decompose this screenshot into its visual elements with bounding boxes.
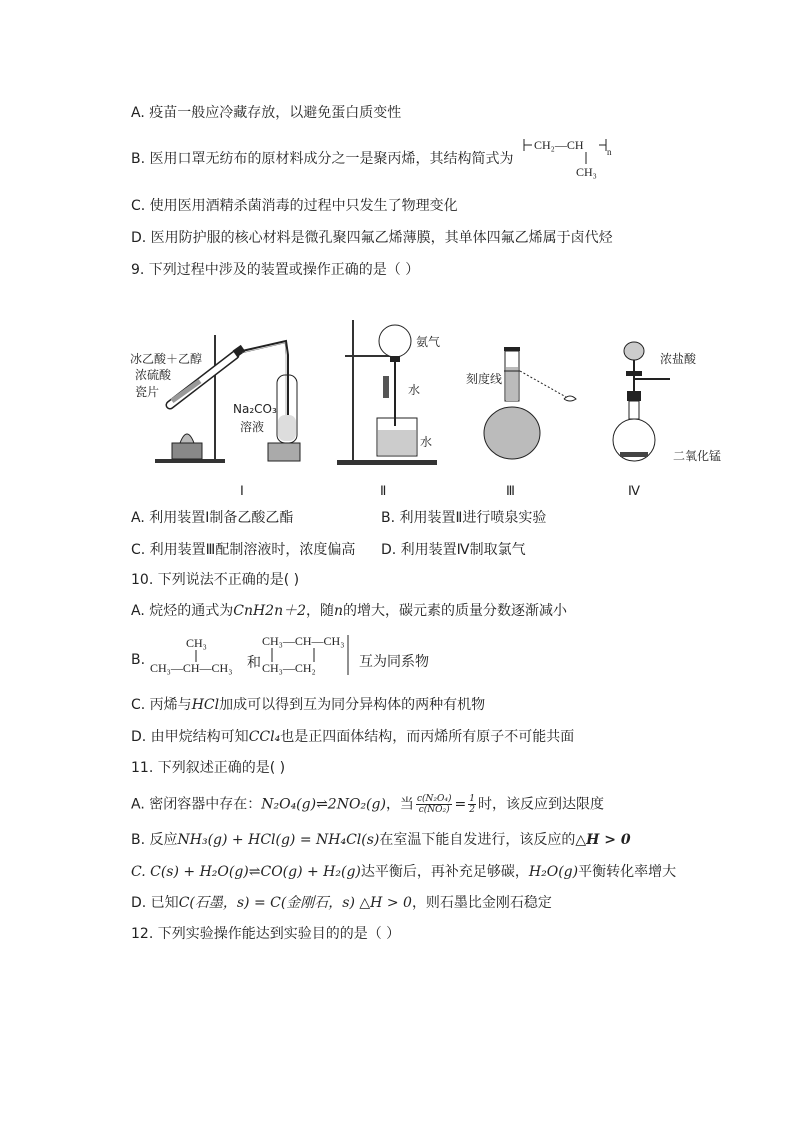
q10-b-bracket (347, 633, 355, 677)
q11-stem: 11. 下列叙述正确的是( ) (131, 760, 286, 776)
q11-a-frac-den: c(NO₂) (418, 805, 450, 815)
q10-b-molecule-1-main: CH₃—CH—CH₃ (150, 661, 233, 675)
q10-a-mid: ，随 (306, 603, 335, 619)
polypropylene-formula-top: CH₂—CH (534, 138, 584, 152)
q9-stem: 9. 下列过程中涉及的装置或操作正确的是（ ） (131, 262, 420, 278)
q10-c-pre: C. 丙烯与 (131, 697, 192, 713)
q11-b-mid: 在室温下能自发进行，该反应的 (379, 832, 576, 848)
q8-option-c: C. 使用医用酒精杀菌消毒的过程中只发生了物理变化 (131, 198, 458, 214)
q10-b-post: 互为同系物 (359, 654, 429, 670)
caption-1: Ⅰ (240, 483, 244, 498)
label-na2co3: Na₂CO₃ (233, 402, 277, 416)
q10-stem: 10. 下列说法不正确的是( ) (131, 572, 300, 588)
q11-b-eq: NH₃(g) + HCl(g) = NH₄Cl(s) (177, 832, 380, 848)
q10-c-hcl: HCl (191, 697, 220, 713)
q10-a-post: 的增大，碳元素的质量分数逐渐减小 (343, 603, 568, 619)
q10-option-a (131, 602, 567, 620)
q10-d-pre: D. 由甲烷结构可知 (131, 729, 249, 745)
q11-c-post: 平衡转化率增大 (578, 864, 677, 880)
q11-a-fraction (416, 794, 453, 815)
label-scale-line: 刻度线 (466, 372, 503, 386)
q11-a-frac-num: c(N₂O₄) (416, 794, 452, 804)
q11-a-post: 时，该反应到达限度 (477, 796, 604, 813)
q10-b-molecule-2-top: CH₃—CH—CH₃ (262, 634, 345, 648)
label-solution: 溶液 (240, 420, 265, 434)
q10-d-ccl4: CCl₄ (248, 729, 281, 745)
q9-option-c: C. 利用装置Ⅲ配制溶液时，浓度偏高 (131, 542, 356, 558)
q9-option-b: B. 利用装置Ⅱ进行喷泉实验 (381, 510, 547, 526)
q10-option-b-label: B. (131, 652, 146, 668)
label-porcelain: 瓷片 (135, 385, 160, 399)
q11-d-pre: D. 已知 (131, 895, 179, 911)
apparatus-3-volumetric-flask (480, 345, 590, 465)
q11-a-pre: A. 密闭容器中存在： (131, 796, 262, 813)
q11-option-d (131, 894, 552, 912)
label-ammonia: 氨气 (416, 335, 441, 349)
label-sulfuric-acid: 浓硫酸 (135, 368, 172, 382)
q9-option-d: D. 利用装置Ⅳ制取氯气 (381, 542, 526, 558)
q11-option-a (131, 794, 604, 815)
q11-option-c (131, 863, 676, 881)
q11-a-equals: = (454, 796, 467, 813)
q12-stem: 12. 下列实验操作能达到实验目的的是（ ） (131, 926, 401, 942)
label-water-1: 水 (408, 383, 421, 397)
q11-option-b (131, 831, 631, 849)
q10-option-c (131, 696, 485, 714)
q11-b-pre: B. 反应 (131, 832, 178, 848)
q8-option-b: B. 医用口罩无纺布的原材料成分之一是聚丙烯，其结构简式为 (131, 151, 514, 167)
q10-b-molecule-2-bottom: CH₃—CH₂ (262, 661, 316, 675)
q9-option-a: A. 利用装置Ⅰ制备乙酸乙酯 (131, 510, 294, 526)
q10-option-d (131, 728, 574, 746)
q11-c-mid: 达平衡后，再补充足够碳， (360, 864, 529, 880)
caption-2: Ⅱ (380, 483, 387, 498)
label-mno2: 二氧化锰 (673, 449, 722, 463)
q8-option-d: D. 医用防护服的核心材料是微孔聚四氟乙烯薄膜，其单体四氟乙烯属于卤代烃 (131, 230, 613, 246)
label-water-2: 水 (420, 435, 433, 449)
label-acid-ethanol: 冰乙酸＋乙醇 (130, 352, 203, 366)
q11-d-post: ，则石墨比金刚石稳定 (411, 895, 552, 911)
polypropylene-formula-n: n (607, 147, 612, 157)
q10-b-molecule-1-top: CH₃ (186, 636, 207, 650)
q11-c-eq: C. C(s) + H₂O(g)⇌CO(g) + H₂(g) (131, 864, 361, 880)
q11-a-half-num: 1 (469, 794, 475, 804)
q10-a-formula: CnH2n＋2 (233, 603, 307, 619)
q10-a-n: n (334, 603, 344, 619)
q10-c-post: 加成可以得到互为同分异构体的两种有机物 (219, 697, 486, 713)
q11-a-mid: ，当 (385, 796, 414, 813)
label-hcl: 浓盐酸 (660, 352, 697, 366)
q10-d-post: 也是正四面体结构，而丙烯所有原子不可能共面 (280, 729, 575, 745)
polypropylene-formula-bottom: CH₃ (576, 165, 597, 179)
q10-b-molecule-2-bonds (268, 648, 328, 662)
caption-3: Ⅲ (506, 483, 515, 498)
q11-a-eq: N₂O₄(g)⇌2NO₂(g) (261, 796, 386, 813)
q8-option-a: A. 疫苗一般应冷藏存放，以避免蛋白质变性 (131, 105, 402, 121)
q10-a-pre: A. 烷烃的通式为 (131, 603, 234, 619)
q11-a-half-den: 2 (469, 805, 475, 815)
q11-d-eq: C(石墨，s) = C(金刚石，s) △H > 0 (178, 895, 412, 911)
q11-a-half (468, 794, 476, 815)
q11-b-dh: △H > 0 (575, 832, 631, 848)
caption-4: Ⅳ (628, 483, 640, 498)
q10-b-and: 和 (247, 655, 261, 671)
q11-c-h2o: H₂O(g) (528, 864, 579, 880)
